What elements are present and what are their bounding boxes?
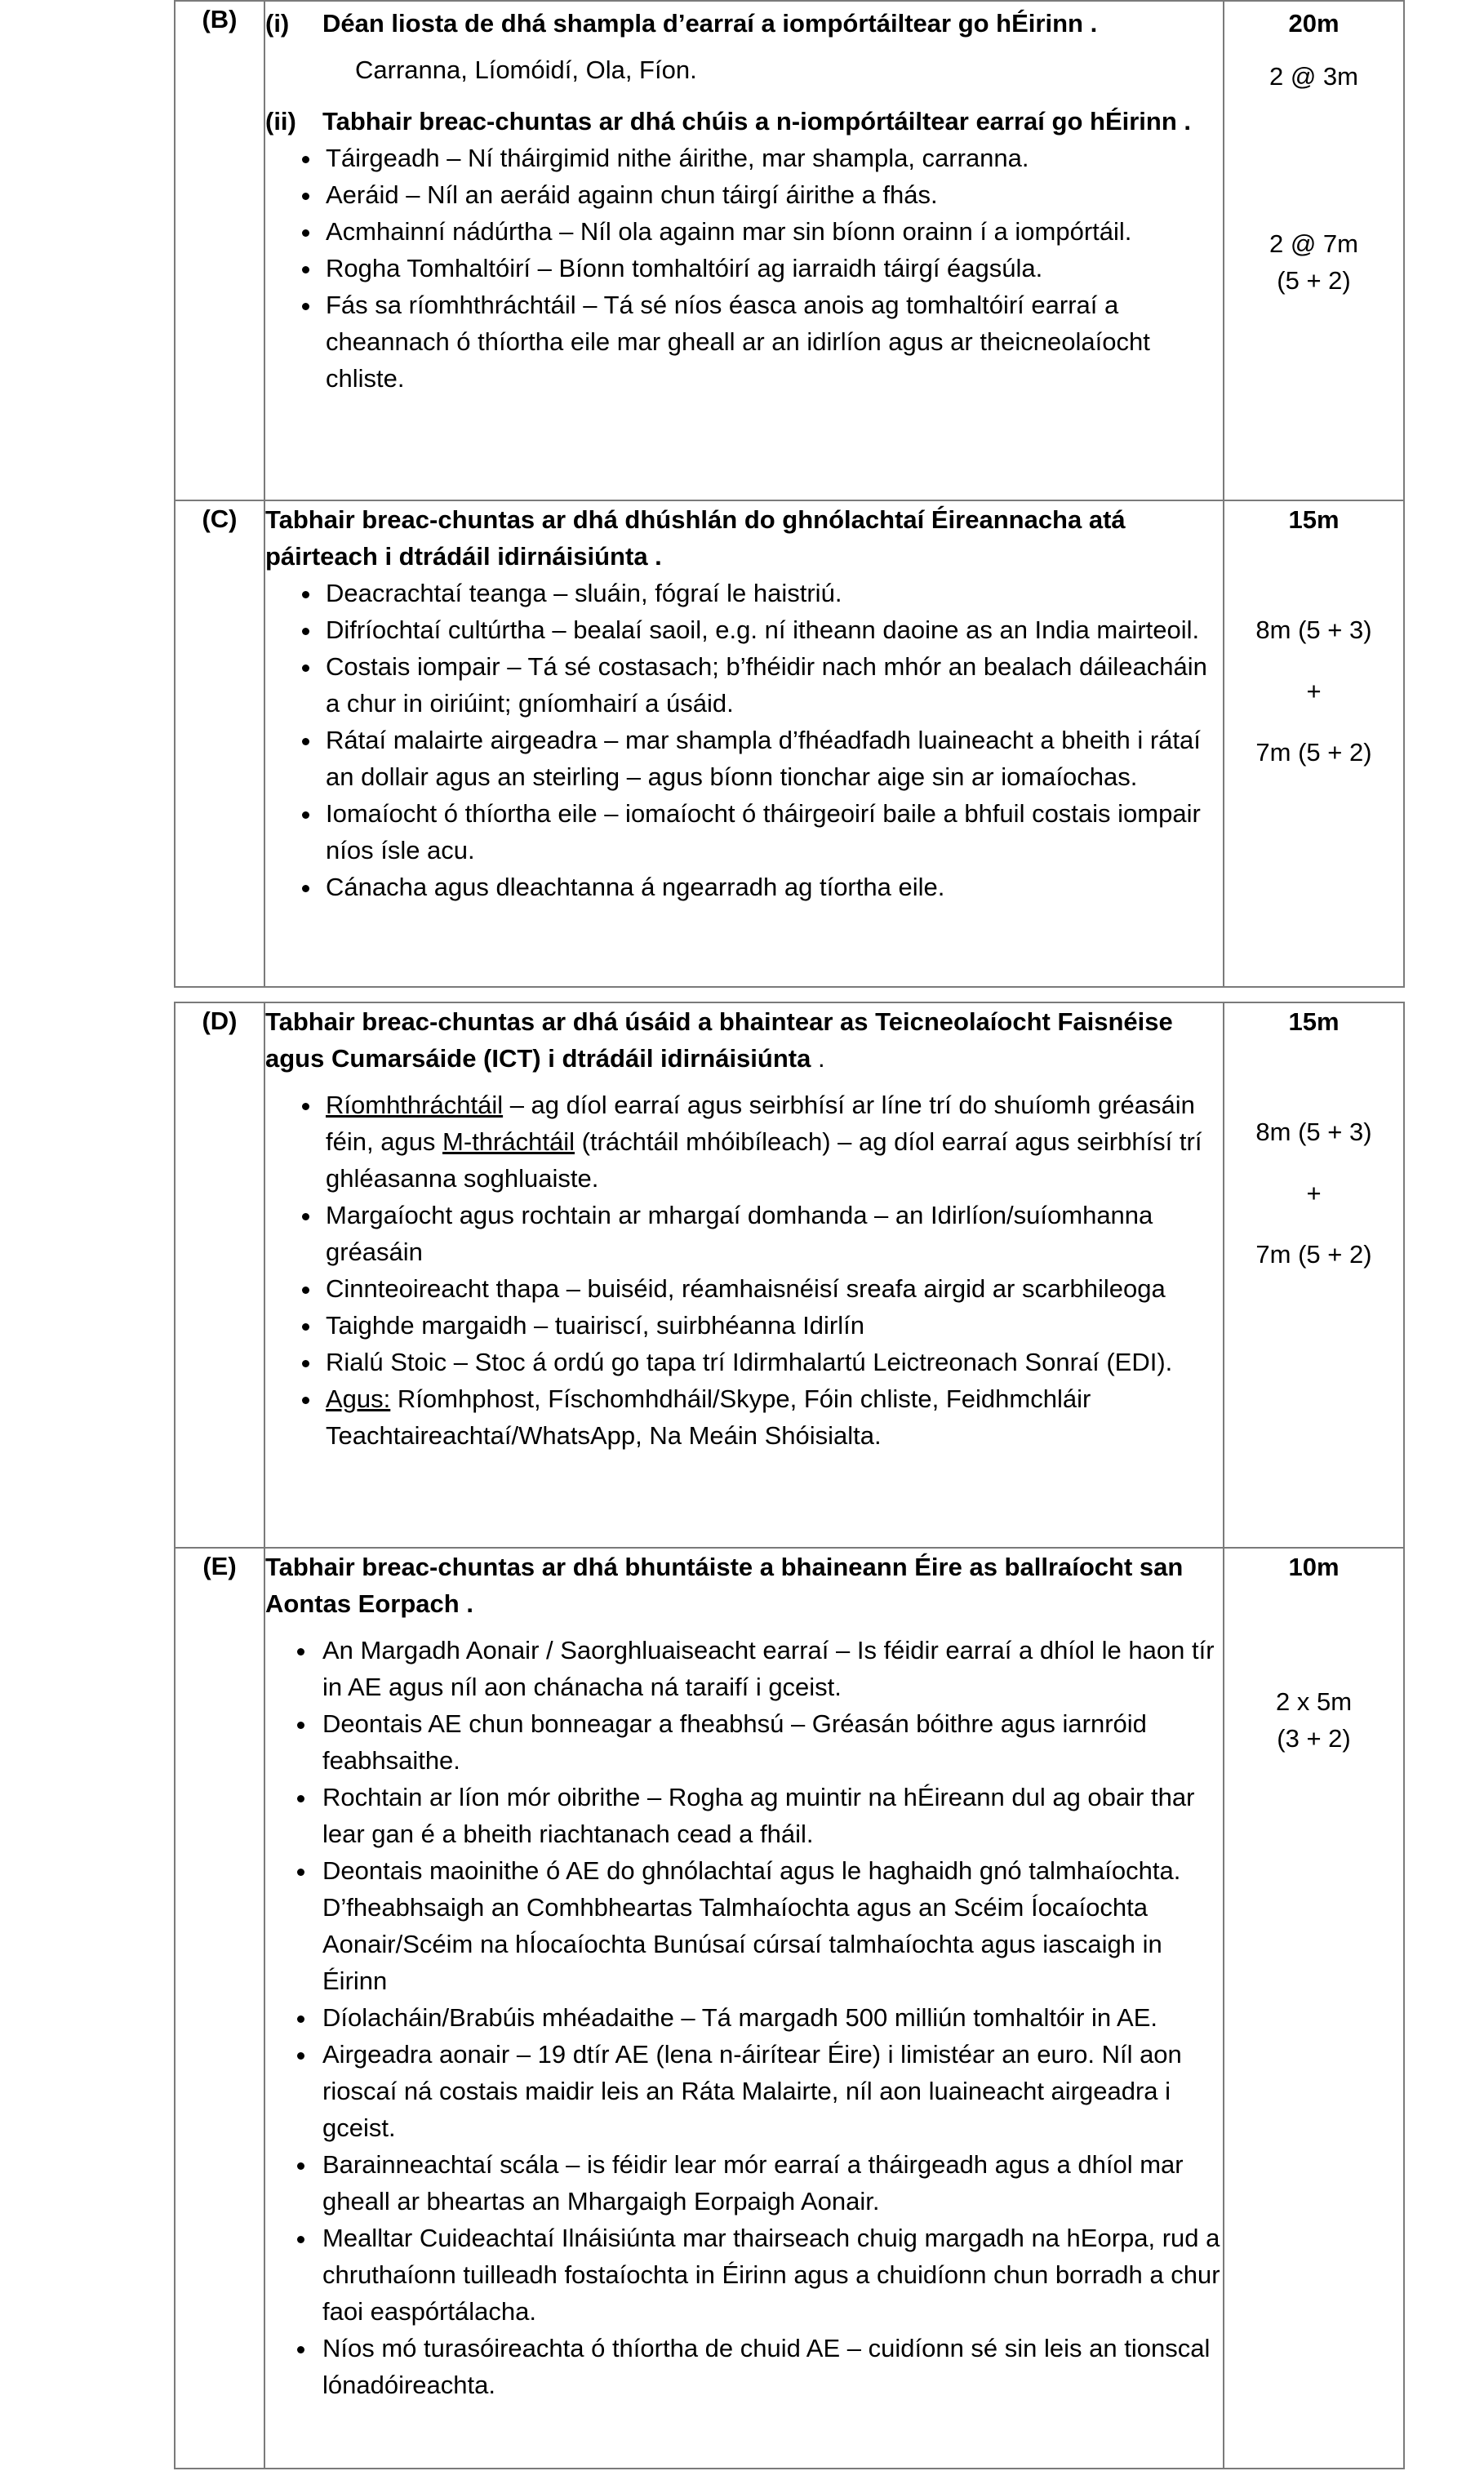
sub-question-ii — [265, 103, 1223, 140]
marks-total: 20m — [1288, 9, 1340, 38]
question-text: Déan liosta de dhá shampla d’earraí a iompórtáiltear go hÉirinn . — [322, 9, 1098, 38]
question-text: Tabhair breac-chuntas ar dhá dhúshlán do ghnólachtaí Éireannacha atá páirteach i dtrádáil idirnáisiúnta . — [265, 505, 1126, 571]
list-item: • Níos mó turasóireachta ó thíortha de chuid AE – cuidíonn sé sin leis an tionscal lónadóireachta. — [318, 2330, 1223, 2403]
row-label: (B) — [175, 1, 264, 500]
list-item: • Airgeadra aonair – 19 dtír AE (lena n-áirítear Éire) i limistéar an euro. Níl aon rioscaí ná costais maidir leis an Ráta Malairte, níl aon luaineacht airgeadra i gceist. — [318, 2036, 1223, 2146]
question-end: . — [811, 1044, 825, 1073]
marking-scheme-table-2 — [174, 1002, 1405, 2469]
list-item: • Cánacha agus dleachtanna á ngearradh ag tíortha eile. — [322, 869, 1223, 905]
row-label: (E) — [175, 1548, 264, 2469]
list-item: • Rogha Tomhaltóirí – Bíonn tomhaltóirí ag iarraidh táirgí éagsúla. — [322, 250, 1223, 287]
list-item: • Deontais AE chun bonneagar a fheabhsú – Gréasán bóithre agus iarnróid feabhsaithe. — [318, 1705, 1223, 1779]
marks-detail: 8m (5 + 3) — [1255, 616, 1372, 644]
marks-cell — [1224, 1002, 1404, 1548]
marks-cell — [1224, 1, 1404, 500]
list-item: • Agus: Ríomhphost, Físchomhdháil/Skype, Fóin chliste, Feidhmchláir Teachtaireachtaí/WhatsApp, Na Meáin Shóisialta. — [322, 1380, 1223, 1454]
question-line — [265, 1003, 1223, 1077]
answer-list — [265, 1087, 1223, 1454]
marks-detail: 7m (5 + 2) — [1255, 738, 1372, 767]
term: M-thráchtáil — [442, 1127, 575, 1156]
marks-plus: + — [1306, 677, 1322, 705]
marks-detail: (3 + 2) — [1277, 1724, 1351, 1753]
list-item: • An Margadh Aonair / Saorghluaiseacht earraí – Is féidir earraí a dhíol le haon tír in AE agus níl aon chánacha ná taraifí i gceist. — [318, 1632, 1223, 1705]
sub-question-number: (i) — [265, 9, 290, 38]
marks-detail: 2 x 5m — [1275, 1687, 1353, 1716]
list-item: • Costais iompair – Tá sé costasach; b’fhéidir nach mhór an bealach dáileacháin a chur in oiriúint; gníomhairí a úsáid. — [322, 648, 1223, 722]
row-c — [175, 500, 1404, 987]
sub-question-i — [265, 5, 1223, 42]
list-item: • Acmhainní nádúrtha – Níl ola againn mar sin bíonn orainn í a iompórtáil. — [322, 213, 1223, 250]
marks-cell — [1224, 1548, 1404, 2469]
list-item: • Cinnteoireacht thapa – buiséid, réamhaisnéisí sreafa airgid ar scarbhileoga — [322, 1270, 1223, 1307]
marks-total: 15m — [1288, 505, 1340, 534]
row-label: (C) — [175, 500, 264, 987]
sub-question-number: (ii) — [265, 107, 296, 136]
list-item: • Barainneachtaí scála – is féidir lear mór earraí a tháirgeadh agus a dhíol mar gheall ar bheartas an Mhargaigh Eorpaigh Aonair. — [318, 2146, 1223, 2220]
list-item: • Iomaíocht ó thíortha eile – iomaíocht ó tháirgeoirí baile a bhfuil costais iompair níos ísle acu. — [322, 795, 1223, 869]
term: Agus: — [326, 1384, 391, 1413]
list-item: • Difríochtaí cultúrtha – bealaí saoil, e.g. ní itheann daoine as an India mairteoil. — [322, 611, 1223, 648]
answer-list — [265, 575, 1223, 905]
marks-detail: (5 + 2) — [1277, 266, 1351, 295]
list-item: • Ríomhthráchtáil – ag díol earraí agus seirbhísí ar líne trí do shuíomh gréasáin féin, agus M-thráchtáil (tráchtáil mhóibíleach) – ag díol earraí agus seirbhísí trí ghléasanna soghluaiste. — [322, 1087, 1223, 1197]
answer-list — [265, 140, 1223, 397]
question-text: Tabhair breac-chuntas ar dhá bhuntáiste a bhaineann Éire as ballraíocht san Aontas Eorpach . — [265, 1553, 1184, 1618]
marks-detail: 8m (5 + 3) — [1255, 1118, 1372, 1146]
marks-detail: 7m (5 + 2) — [1255, 1240, 1372, 1269]
marks-detail: 2 @ 3m — [1269, 62, 1358, 91]
marks-cell — [1224, 500, 1404, 987]
question-text: Tabhair breac-chuntas ar dhá chúis a n-iompórtáiltear earraí go hÉirinn . — [322, 107, 1192, 136]
marks-plus: + — [1306, 1179, 1322, 1207]
list-item: • Taighde margaidh – tuairiscí, suirbhéanna Idirlín — [322, 1307, 1223, 1344]
marks-detail: 2 @ 7m — [1269, 229, 1358, 258]
question-cell — [264, 1, 1224, 500]
question-cell — [264, 1548, 1224, 2469]
question-cell — [264, 1002, 1224, 1548]
term: Ríomhthráchtáil — [326, 1091, 504, 1119]
answer-list — [265, 1632, 1223, 2403]
row-b — [175, 1, 1404, 500]
row-e — [175, 1548, 1404, 2469]
list-item: • Díolacháin/Brabúis mhéadaithe – Tá margadh 500 milliún tomhaltóir in AE. — [318, 1999, 1223, 2036]
marks-total: 10m — [1288, 1553, 1340, 1581]
list-item: • Rátaí malairte airgeadra – mar shampla d’fhéadfadh luaineacht a bheith i rátaí an dollair agus an steirling – agus bíonn tionchar aige sin ar iomaíochas. — [322, 722, 1223, 795]
marking-scheme-table-1 — [174, 0, 1405, 988]
list-item: • Rochtain ar líon mór oibrithe – Rogha ag muintir na hÉireann dul ag obair thar lear gan é a bheith riachtanach cead a fháil. — [318, 1779, 1223, 1852]
question-cell — [264, 500, 1224, 987]
row-d — [175, 1002, 1404, 1548]
list-item: • Margaíocht agus rochtain ar mhargaí domhanda – an Idirlíon/suíomhanna gréasáin — [322, 1197, 1223, 1270]
list-item: • Aeráid – Níl an aeráid againn chun táirgí áirithe a fhás. — [322, 176, 1223, 213]
question-text: Tabhair breac-chuntas ar dhá úsáid a bhaintear as Teicneolaíocht Faisnéise agus Cumarsáide (ICT) i dtrádáil idirnáisiúnta — [265, 1007, 1173, 1073]
answer-text: Carranna, Líomóidí, Ola, Fíon. — [355, 56, 697, 84]
marks-total: 15m — [1288, 1007, 1340, 1036]
list-item: • Mealltar Cuideachtaí Ilnáisiúnta mar thairseach chuig margadh na hEorpa, rud a chruthaíonn tuilleadh fostaíochta in Éirinn agus a chuidíonn chun borradh a chur faoi easpórtálacha. — [318, 2220, 1223, 2330]
list-item: • Fás sa ríomhthráchtáil – Tá sé níos éasca anois ag tomhaltóirí earraí a cheannach ó thíortha eile mar gheall ar an idirlíon agus ar theicneolaíocht chliste. — [322, 287, 1223, 397]
list-item: • Rialú Stoic – Stoc á ordú go tapa trí Idirmhalartú Leictreonach Sonraí (EDI). — [322, 1344, 1223, 1380]
row-label: (D) — [175, 1002, 264, 1548]
list-item: • Táirgeadh – Ní tháirgimid nithe áirithe, mar shampla, carranna. — [322, 140, 1223, 176]
list-item: • Deacrachtaí teanga – sluáin, fógraí le haistriú. — [322, 575, 1223, 611]
list-item: • Deontais maoinithe ó AE do ghnólachtaí agus le haghaidh gnó talmhaíochta. D’fheabhsaigh an Comhbheartas Talmhaíochta agus an Scéim Íocaíochta Aonair/Scéim na hÍocaíochta Bunúsaí cúrsaí talmhaíochta agus iascaigh in Éirinn — [318, 1852, 1223, 1999]
